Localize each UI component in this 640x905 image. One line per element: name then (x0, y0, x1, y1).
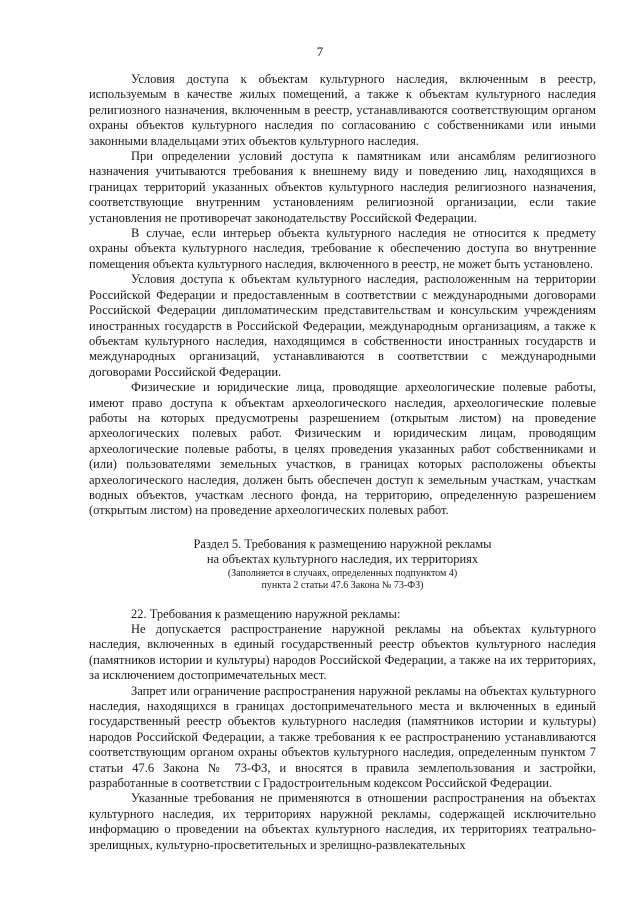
section-note-line-1: (Заполняется в случаях, определенных подпунктом 4) (227, 567, 458, 579)
paragraph-religious-conditions: При определении условий доступа к памятникам или ансамблям религиозного назначения учитываются требования к внешнему виду и поведению лиц, находящихся в границах территорий указанных объектов культурного наследия религиозного назначения, соответствующие внутренним установлениям религиозной организации, если такие установления не противоречат законодательству Российской Федерации. (89, 149, 596, 225)
section-5-heading (89, 537, 596, 593)
section-title-line-2: на объектах культурного наследия, их территориях (206, 552, 479, 567)
paragraph-diplomatic-objects: Условия доступа к объектам культурного наследия, расположенным на территории Российской Федерации и предоставленным в соответствии с международными договорами Российской Федерации дипломатическим представительствам и консульским учреждениям иностранных государств в Российской Федерации, международным организациям, а также к объектам культурного наследия, находящимся в собственности иностранных государств и международных организаций, устанавливаются в соответствии с международными договорами Российской Федерации. (89, 272, 596, 379)
section-note-line-2: пункта 2 статьи 47.6 Закона № 73-ФЗ) (261, 580, 424, 592)
item-22-title: 22. Требования к размещению наружной рекламы: (131, 606, 401, 621)
document-body (89, 72, 596, 853)
paragraph-archaeological-works: Физические и юридические лица, проводящие археологические полевые работы, имеют право доступа к объектам археологического наследия, археологические полевые работы на которых предусмотрены разрешением (открытым листом) на проведение археологических полевых работ. Физическим и юридическим лицам, проводящим археологические полевые работы, в целях проведения указанных работ собственниками и (или) пользователями земельных участков, в границах которых расположены объекты археологического наследия, должен быть обеспечен доступ к земельным участкам, участкам водных объектов, участкам лесного фонда, на территорию, определенную разрешением (открытым листом) на проведение археологических полевых работ. (89, 380, 596, 518)
paragraph-advertising-restrictions: Запрет или ограничение распространения наружной рекламы на объектах культурного наследия, находящихся в границах достопримечательного места и включенных в единый государственный реестр объектов культурного наследия (памятников истории и культуры) народов Российской Федерации, а также требования к ее распространению устанавливаются соответствующим органом охраны объектов культурного наследия, определенным пунктом 7 статьи 47.6 Закона № 73-ФЗ, и вносятся в правила землепользования и застройки, разработанные в соответствии с Градостроительным кодексом Российской Федерации. (89, 683, 596, 791)
paragraph-access-residential-religious: Условия доступа к объектам культурного наследия, включенным в реестр, используемым в качестве жилых помещений, а также к объектам культурного наследия религиозного назначения, включенным в реестр, устанавливаются соответствующим органом охраны объектов культурного наследия по согласованию с собственниками или иными законными владельцами этих объектов культурного наследия. (89, 72, 596, 148)
paragraph-interior-not-protected: В случае, если интерьер объекта культурного наследия не относится к предмету охраны объекта культурного наследия, требование к обеспечению доступа во внутренние помещения объекта культурного наследия, включенного в реестр, не может быть установлено. (89, 226, 596, 271)
paragraph-advertising-prohibited: Не допускается распространение наружной рекламы на объектах культурного наследия, включенных в единый государственный реестр объектов культурного наследия (памятников истории и культуры) народов Российской Федерации, а также на их территориях, за исключением достопримечательных мест. (89, 622, 596, 683)
page-number: 7 (316, 44, 324, 59)
paragraph-advertising-exceptions: Указанные требования не применяются в отношении распространения на объектах культурного наследия, их территориях наружной рекламы, содержащей исключительно информацию о проведении на объектах культурного наследия, их территориях театрально-зрелищных, культурно-просветительных и зрелищно-развлекательных (89, 791, 596, 852)
section-title-line-1: Раздел 5. Требования к размещению наружной рекламы (193, 536, 492, 551)
